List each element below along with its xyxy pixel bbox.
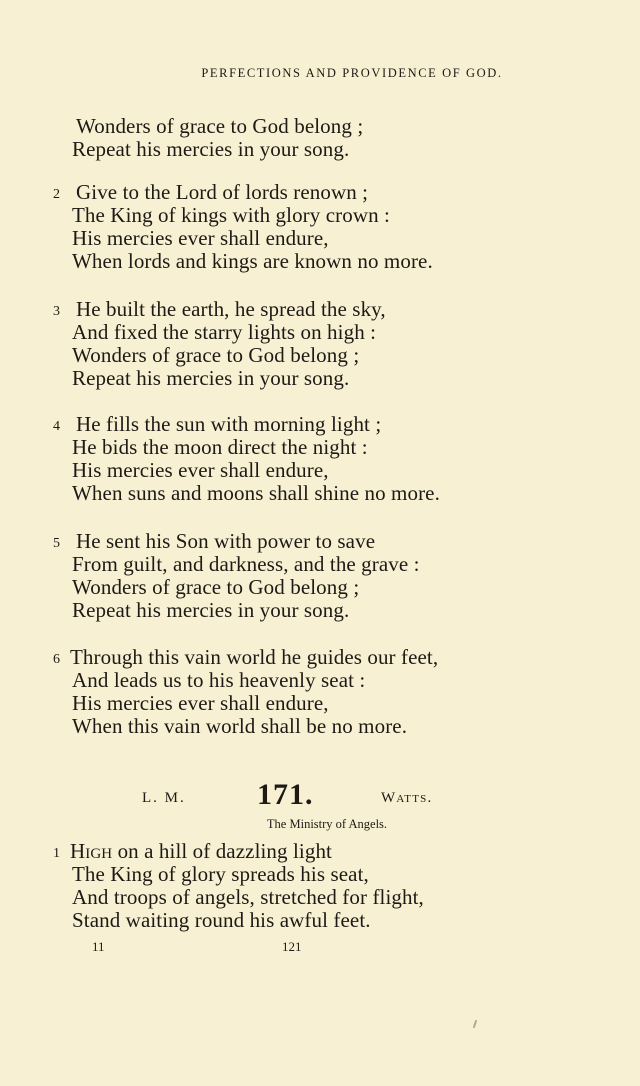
verse-line: Repeat his mercies in your song. [72, 598, 350, 622]
hymn-meter: L. M. [142, 790, 186, 806]
stanza-number: 1 [53, 846, 60, 861]
verse-line: And troops of angels, stretched for flight, [72, 885, 424, 909]
hymn-number: 171. [257, 778, 314, 811]
stanza-number: 5 [53, 536, 60, 551]
stanza-number: 4 [53, 419, 60, 434]
verse-line: His mercies ever shall endure, [72, 458, 329, 482]
verse-line: When this vain world shall be no more. [72, 714, 408, 738]
signature-mark: 11 [92, 939, 105, 954]
hymn-author: Watts. [381, 790, 433, 806]
verse-line: When lords and kings are known no more. [72, 249, 433, 273]
stanza-number: 2 [53, 187, 60, 202]
verse-line: Wonders of grace to God belong ; [72, 575, 360, 599]
verse-line: Repeat his mercies in your song. [72, 137, 350, 161]
verse-line: His mercies ever shall endure, [72, 226, 329, 250]
verse-line: From guilt, and darkness, and the grave : [72, 552, 420, 576]
page-number: 121 [282, 939, 302, 954]
verse-line: His mercies ever shall endure, [72, 691, 329, 715]
running-head: PERFECTIONS AND PROVIDENCE OF GOD. [201, 66, 503, 80]
verse-line: Wonders of grace to God belong ; [76, 114, 364, 138]
verse-line: When suns and moons shall shine no more. [72, 481, 440, 505]
stanza-number: 6 [53, 652, 60, 667]
hymn-heading [0, 778, 640, 814]
verse-line: He sent his Son with power to save [76, 529, 376, 553]
verse-line-first [70, 840, 332, 863]
stanza-number: 3 [53, 304, 60, 319]
verse-line: Wonders of grace to God belong ; [72, 343, 360, 367]
verse-line: He fills the sun with morning light ; [76, 412, 382, 436]
verse-line: Stand waiting round his awful feet. [72, 908, 371, 932]
verse-line: The King of kings with glory crown : [72, 203, 390, 227]
verse-line: The King of glory spreads his seat, [72, 862, 369, 886]
first-word: High [70, 839, 113, 863]
first-line-rest: on a hill of dazzling light [112, 839, 332, 863]
verse-line: Through this vain world he guides our feet, [70, 645, 439, 669]
hymn-subtitle: The Ministry of Angels. [266, 817, 388, 831]
verse-line: And fixed the starry lights on high : [72, 320, 377, 344]
verse-line: He built the earth, he spread the sky, [76, 297, 386, 321]
verse-line: Give to the Lord of lords renown ; [76, 180, 369, 204]
verse-line: Repeat his mercies in your song. [72, 366, 350, 390]
verse-line: He bids the moon direct the night : [72, 435, 368, 459]
verse-line: And leads us to his heavenly seat : [72, 668, 366, 692]
paper-speck [473, 1020, 477, 1028]
